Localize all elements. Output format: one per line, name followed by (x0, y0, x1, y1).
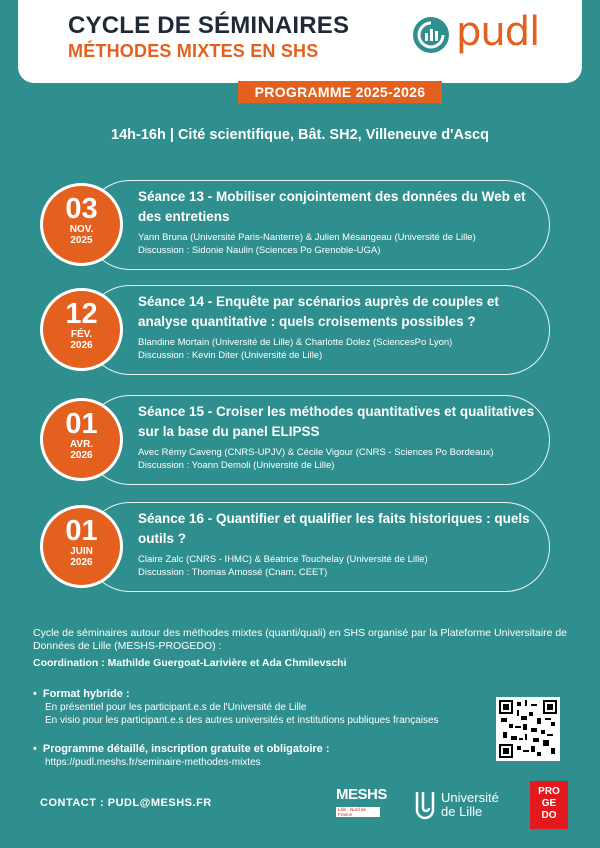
speakers-line: Avec Rémy Caveng (CNRS-UPJV) & Cécile Vigour (CNRS - Sciences Po Bordeaux) (138, 447, 494, 458)
pudl-logo (411, 9, 571, 65)
progedo-line3: DO (541, 810, 557, 821)
ulille-line1: Université (441, 790, 499, 805)
format-title: • Format hybride : (33, 688, 473, 701)
format-section (33, 688, 473, 727)
meshs-logo-subtitle: Lille · Nord de France (336, 807, 380, 817)
qr-code[interactable] (496, 697, 560, 761)
date-badge (40, 505, 123, 588)
coordination-text: Coordination : Mathilde Guergoat-Larivière et Ada Chmilevschi (33, 657, 347, 669)
date-day: 01 (65, 515, 98, 547)
discussion-line: Discussion : Kevin Diter (Université de Lille) (138, 350, 323, 361)
format-line1: En présentiel pour les participant.e.s de l'Université de Lille (45, 702, 307, 713)
session-title: Séance 15 - Croiser les méthodes quantitatives et qualitatives sur la base du panel ELIPSS (138, 404, 535, 439)
date-year: 2026 (70, 340, 93, 351)
programme-label: PROGRAMME 2025-2026 (238, 81, 442, 103)
title-line2: MÉTHODES MIXTES EN SHS (68, 41, 319, 61)
session-title: Séance 13 - Mobiliser conjointement des données du Web et des entretiens (138, 189, 526, 224)
session-speakers (138, 446, 538, 472)
date-month: NOV. (69, 224, 94, 235)
contact-info[interactable]: CONTACT : PUDL@MESHS.FR (40, 797, 212, 809)
ulille-logo-text (441, 791, 499, 819)
date-year: 2026 (70, 450, 93, 461)
discussion-line: Discussion : Sidonie Naulin (Sciences Po Grenoble-UGA) (138, 245, 381, 256)
intro-text: Cycle de séminaires autour des méthodes mixtes (quanti/quali) en SHS organisé par la Plateforme Universitaire de Données de Lille (MESHS-PROGEDO) : (33, 627, 568, 652)
session-card (40, 502, 550, 592)
ulille-logo (415, 790, 525, 824)
qr-code-icon (499, 700, 557, 758)
registration-title: • Programme détaillé, inscription gratuite et obligatoire : (33, 743, 473, 756)
session-speakers (138, 336, 538, 362)
session-card (40, 395, 550, 485)
title-line1: CYCLE DE SÉMINAIRES (68, 12, 350, 39)
format-line2: En visio pour les participant.e.s des autres universités et institutions publiques françaises (45, 715, 439, 726)
discussion-line: Discussion : Thomas Amossé (Cnam, CEET) (138, 567, 328, 578)
date-month: FÉV. (70, 329, 93, 340)
pudl-logo-icon (411, 15, 451, 55)
meshs-logo-text: MESHS (336, 786, 387, 803)
location-info: 14h-16h | Cité scientifique, Bât. SH2, Villeneuve d'Ascq (111, 127, 489, 143)
date-year: 2025 (70, 235, 93, 246)
progedo-logo (530, 781, 568, 829)
speakers-line: Yann Bruna (Université Paris-Nanterre) & Julien Mésangeau (Université de Lille) (138, 232, 476, 243)
speakers-line: Claire Zalc (CNRS - IHMC) & Béatrice Touchelay (Université de Lille) (138, 554, 428, 565)
meshs-logo (336, 786, 387, 824)
progedo-line1: PRO (538, 786, 560, 797)
session-speakers (138, 553, 538, 579)
header-banner (18, 0, 582, 83)
pudl-logo-text: pudl (456, 9, 540, 55)
session-title: Séance 16 - Quantifier et qualifier les faits historiques : quels outils ? (138, 511, 530, 546)
speakers-line: Blandine Mortain (Université de Lille) & Charlotte Dolez (SciencesPo Lyon) (138, 337, 453, 348)
session-speakers (138, 231, 538, 257)
date-day: 03 (65, 193, 98, 225)
discussion-line: Discussion : Yoann Demoli (Université de Lille) (138, 460, 335, 471)
date-badge (40, 288, 123, 371)
progedo-line2: GE (541, 798, 557, 809)
registration-section (33, 743, 473, 769)
date-year: 2026 (70, 557, 93, 568)
session-card (40, 180, 550, 270)
ulille-line2: de Lille (441, 804, 483, 819)
date-badge (40, 183, 123, 266)
session-title: Séance 14 - Enquête par scénarios auprès de couples et analyse quantitative : quels croisements possibles ? (138, 294, 499, 329)
ulille-logo-icon (415, 790, 437, 820)
registration-url[interactable]: https://pudl.meshs.fr/seminaire-methodes-mixtes (45, 757, 261, 768)
date-badge (40, 398, 123, 481)
date-month: JUIN (70, 546, 93, 557)
date-day: 01 (65, 408, 98, 440)
date-day: 12 (65, 298, 98, 330)
session-card (40, 285, 550, 375)
intro-section (33, 627, 573, 670)
date-month: AVR. (69, 439, 94, 450)
